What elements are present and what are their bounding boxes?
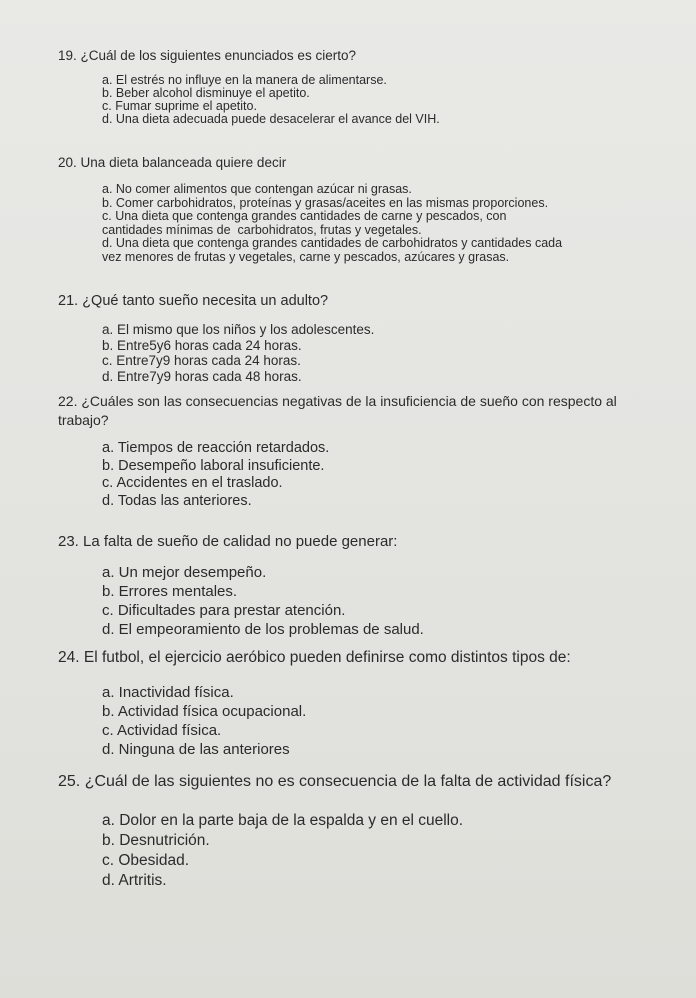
option-a: a. Un mejor desempeño. [102, 564, 267, 581]
option-c: c. Actividad física. [102, 722, 222, 739]
question-21 [58, 292, 678, 384]
question-23 [58, 532, 678, 639]
option-a: a. Inactividad física. [102, 684, 234, 701]
question-number: 25. [58, 773, 81, 790]
option-a: a. Dolor en la parte baja de la espalda y en el cuello. [102, 812, 464, 829]
option-a: a. El mismo que los niños y los adolescentes. [102, 322, 375, 337]
question-number: 19. [58, 48, 77, 63]
option-d: d. Todas las anteriores. [102, 492, 252, 509]
option-c: c. Una dieta que contenga grandes cantidades de carne y pescados, con cantidades mínimas de carbohidratos, frutas y vegetales. [102, 209, 507, 237]
question-text: El futbol, el ejercicio aeróbico pueden definirse como distintos tipos de: [83, 649, 571, 666]
options-list [102, 440, 670, 510]
option-d: d. Entre7y9 horas cada 48 horas. [102, 368, 302, 384]
option-d: d. Artritis. [102, 872, 167, 889]
options-list [102, 74, 678, 126]
question-25 [58, 772, 688, 891]
question-text: ¿Qué tanto sueño necesita un adulto? [82, 293, 329, 309]
question-19 [58, 46, 678, 126]
option-c: c. Entre7y9 horas cada 24 horas. [102, 353, 301, 368]
option-a: a. El estrés no influye en la manera de alimentarse. [102, 73, 387, 87]
option-b: b. Actividad física ocupacional. [102, 703, 307, 720]
question-text: La falta de sueño de calidad no puede generar: [83, 533, 398, 550]
options-list [102, 183, 678, 265]
option-c: c. Fumar suprime el apetito. [102, 99, 257, 113]
question-number: 21. [58, 293, 79, 309]
question-text: ¿Cuál de los siguientes enunciados es cierto? [80, 48, 356, 63]
question-number: 20. [58, 155, 77, 170]
option-a: a. Tiempos de reacción retardados. [102, 440, 330, 456]
question-24 [58, 648, 678, 759]
option-b: b. Errores mentales. [102, 583, 238, 600]
option-a: a. No comer alimentos que contengan azúcar ni grasas. [102, 182, 412, 196]
option-b: b. Desnutrición. [102, 832, 210, 849]
options-list [102, 683, 678, 759]
option-c: c. Dificultades para prestar atención. [102, 602, 346, 619]
option-d: d. Una dieta que contenga grandes cantidades de carbohidratos y cantidades cada vez menores de frutas y vegetales, carne y pescados, azúcares y grasas. [102, 236, 563, 264]
question-number: 23. [58, 533, 79, 550]
question-number: 22. [58, 393, 78, 409]
option-b: b. Entre5y6 horas cada 24 horas. [102, 337, 302, 353]
option-c: c. Accidentes en el traslado. [102, 475, 283, 491]
options-list [102, 811, 688, 891]
question-text: Una dieta balanceada quiere decir [80, 155, 287, 170]
question-20 [58, 153, 678, 265]
option-c: c. Obesidad. [102, 852, 190, 869]
option-b: b. Beber alcohol disminuye el apetito. [102, 86, 310, 100]
option-b: b. Comer carbohidratos, proteínas y grasas/aceites en las mismas proporciones. [102, 195, 549, 210]
question-text: ¿Cuáles son las consecuencias negativas de la insuficiencia de sueño con respecto al trabajo? [58, 393, 617, 428]
option-d: d. Ninguna de las anteriores [102, 741, 290, 758]
options-list [102, 563, 678, 639]
options-list [102, 322, 678, 384]
option-d: d. El empeoramiento de los problemas de salud. [102, 621, 424, 638]
option-d: d. Una dieta adecuada puede desacelerar el avance del VIH. [102, 112, 440, 126]
question-22 [58, 392, 670, 510]
option-b: b. Desempeño laboral insuficiente. [102, 457, 325, 474]
question-text: ¿Cuál de las siguientes no es consecuencia de la falta de actividad física? [84, 773, 612, 790]
question-number: 24. [58, 649, 80, 666]
